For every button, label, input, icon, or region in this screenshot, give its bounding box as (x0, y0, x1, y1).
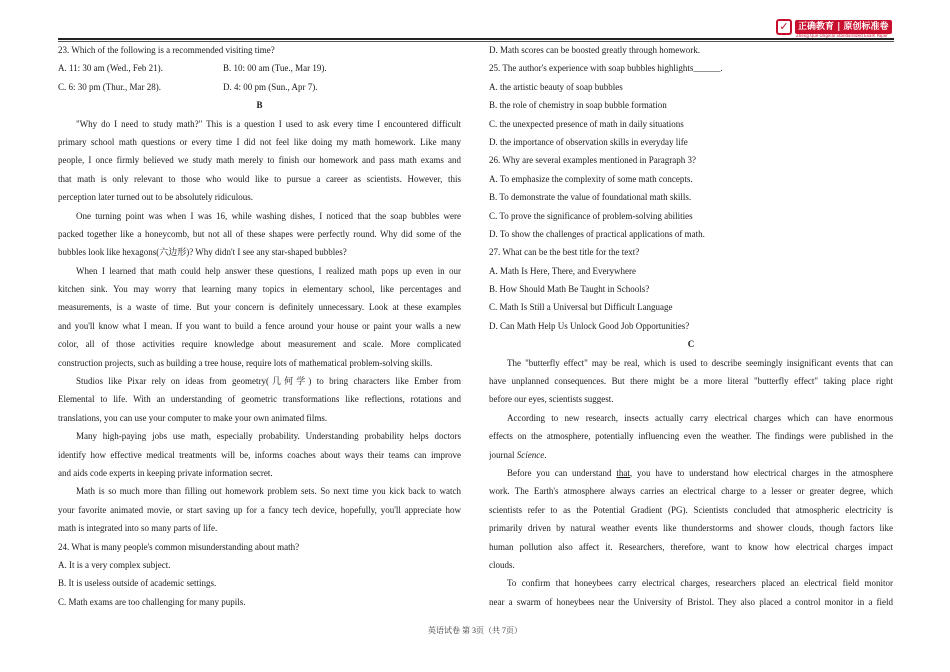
option-a: A. the artistic beauty of soap bubbles (489, 81, 623, 92)
option-c: C. the unexpected presence of math in daily situations (489, 118, 684, 129)
passage-line: The "butterfly effect" may be real, which is used to describe seemingly insignificant events that can (507, 357, 893, 368)
passage-line: To confirm that honeybees carry electrical charges, researchers placed an electrical field monitor (507, 578, 893, 589)
passage-line: clouds. (489, 559, 515, 570)
passage-line: kitchen sink. You may worry that learning many topics in elementary school, like percentages and (58, 284, 461, 295)
passage-line (489, 464, 893, 482)
right-column (489, 41, 893, 611)
passage-line: have unplanned consequences. But there might be a more literal "butterfly effect" taking place right (489, 376, 893, 387)
passage-line: your favorite animated movie, or start saving up for a fancy tech device, hopefully, you'll appreciate how (58, 504, 461, 515)
passage-line: Studios like Pixar rely on ideas from geometry(几何学) to bring characters like Ember from (76, 376, 461, 387)
passage-text: , you have to understand how electrical charges in the atmosphere (629, 467, 893, 478)
question-26-stem: 26. Why are several examples mentioned in Paragraph 3? (489, 155, 697, 166)
passage-line: people, I once firmly believed we study math merely to finish our homework and pass math exams and (58, 155, 461, 166)
passage-line: translations, you can use your computer to make your own animated films. (58, 412, 328, 423)
option-a: A. To emphasize the complexity of some math concepts. (489, 173, 693, 184)
journal-prefix: journal (489, 449, 517, 460)
passage-text: Before you can understand (507, 467, 617, 478)
passage-line: effects on the atmosphere, potentially influencing even the weather. The findings were published in the (489, 431, 893, 442)
journal-suffix: . (544, 449, 547, 460)
passage-line: color, all of those activities require knowledge about measurement and scale. More complicated (58, 339, 461, 350)
passage-line: When I learned that math could help answer these questions, I realized math pops up even in our (76, 265, 461, 276)
option-c: C. Math Is Still a Universal but Difficult Language (489, 302, 673, 313)
passage-line: Math is so much more than filling out homework problem sets. So next time you kick back to watch (76, 486, 461, 497)
question-25-text: 25. The author's experience with soap bubbles highlights (489, 63, 694, 74)
checkmark-icon: ✓ (776, 19, 792, 35)
option-d: D. the importance of observation skills in everyday life (489, 136, 688, 147)
question-27-stem: 27. What can be the best title for the text? (489, 247, 640, 258)
passage-line: Many high-paying jobs use math, especially probability. Understanding probability helps doctors (76, 431, 461, 442)
passage-line: scientists refer to as the Potential Gradient (PG). Scientists concluded that atmospheric electricity is (489, 504, 893, 515)
passage-line: One turning point was when I was 16, while washing dishes, I noticed that the soap bubbles were (76, 210, 461, 221)
passage-line (489, 446, 893, 464)
left-column (58, 41, 461, 611)
option-a: A. 11: 30 am (Wed., Feb 21). (58, 63, 163, 74)
question-23-stem: 23. Which of the following is a recommended visiting time? (58, 45, 275, 55)
passage-line: work. The Earth's atmosphere always carries an electrical charge to a lesser or greater degree, which (489, 486, 893, 497)
passage-line: that math is only relevant to those who would like to pursue a career as scientists. However, this (58, 173, 461, 184)
passage-line: primary school math questions or every time I did not feel like doing my math homework. Like many (58, 136, 461, 147)
option-d: D. 4: 00 pm (Sun., Apr 7). (223, 81, 318, 92)
logo-text: 正确教育 | 原创标准卷 (795, 20, 892, 34)
option-c: C. 6: 30 pm (Thur., Mar 28). (58, 81, 161, 92)
option-b: B. 10: 00 am (Tue., Mar 19). (223, 63, 327, 74)
passage-line: construction projects, such as building a tree house, require lots of mathematical problem-solving skills. (58, 357, 433, 368)
section-c-heading: C (687, 339, 695, 350)
underlined-word: that (616, 467, 630, 478)
option-d: D. Math scores can be boosted greatly through homework. (489, 45, 700, 55)
option-d: D. To show the challenges of practical applications of math. (489, 228, 705, 239)
passage-line: "Why do I need to study math?" This is a question I used to ask every time I encountered difficult (76, 118, 461, 129)
passage-line: and you'll know what I mean. If you want to build a fence around your house or paint your walls a new (58, 320, 461, 331)
answer-blank: ______. (693, 63, 723, 74)
question-23-options-ab (58, 59, 461, 77)
passage-line: human pollution also affect it. Researchers, therefore, want to know how electrical charges impact (489, 541, 893, 552)
passage-line: identify how effective medical treatments will be, informs coaches about ways their teams can improve (58, 449, 461, 460)
option-b: B. the role of chemistry in soap bubble formation (489, 100, 667, 111)
logo-subtitle: Zheng Que Original Standardized Exam Paper (796, 33, 888, 38)
option-b: B. To demonstrate the value of foundational math skills. (489, 192, 692, 203)
passage-line: math is integrated into so many parts of life. (58, 523, 218, 534)
passage-line: primarily driven by natural weather events like thunderstorms and shower clouds, though factors like (489, 523, 893, 534)
passage-line: measurements, is a waste of time. But your concern is definitely unnecessary. Look at these examples (58, 302, 461, 313)
option-a: A. Math Is Here, There, and Everywhere (489, 265, 637, 276)
passage-line: According to new research, insects actually carry electrical charges which can have enormous (507, 412, 893, 423)
passage-line: before our eyes, scientists suggest. (489, 394, 614, 405)
option-d: D. Can Math Help Us Unlock Good Job Opportunities? (489, 320, 690, 331)
page-footer: 英语试卷 第 3页（共 7页） (428, 626, 522, 635)
option-c: C. To prove the significance of problem-solving abilities (489, 210, 693, 221)
passage-line: near a swarm of honeybees near the University of Bristol. They also placed a control monitor in a field (489, 596, 893, 607)
passage-line: perception later turned out to be absolutely ridiculous. (58, 192, 253, 203)
option-c: C. Math exams are too challenging for many pupils. (58, 596, 246, 607)
option-b: B. How Should Math Be Taught in Schools? (489, 284, 650, 295)
question-25-stem (489, 59, 893, 77)
question-23-options-cd (58, 78, 461, 96)
passage-line: and aids code experts in keeping private information secret. (58, 467, 273, 478)
passage-line: packed together like a honeycomb, but not all of these shapes were perfectly round. Why did some of the (58, 228, 461, 239)
passage-line: bubbles look like hexagons(六边形)? Why didn't I see any star-shaped bubbles? (58, 247, 347, 258)
journal-name: Science (516, 449, 545, 460)
question-24-stem: 24. What is many people's common misunderstanding about math? (58, 541, 300, 552)
header-rule (58, 38, 894, 40)
option-b: B. It is useless outside of academic settings. (58, 578, 217, 589)
section-b-heading: B (256, 100, 263, 111)
option-a: A. It is a very complex subject. (58, 559, 171, 570)
passage-line: Elemental to life. With an understanding of geometric transformations like reflections, rotations and (58, 394, 461, 405)
